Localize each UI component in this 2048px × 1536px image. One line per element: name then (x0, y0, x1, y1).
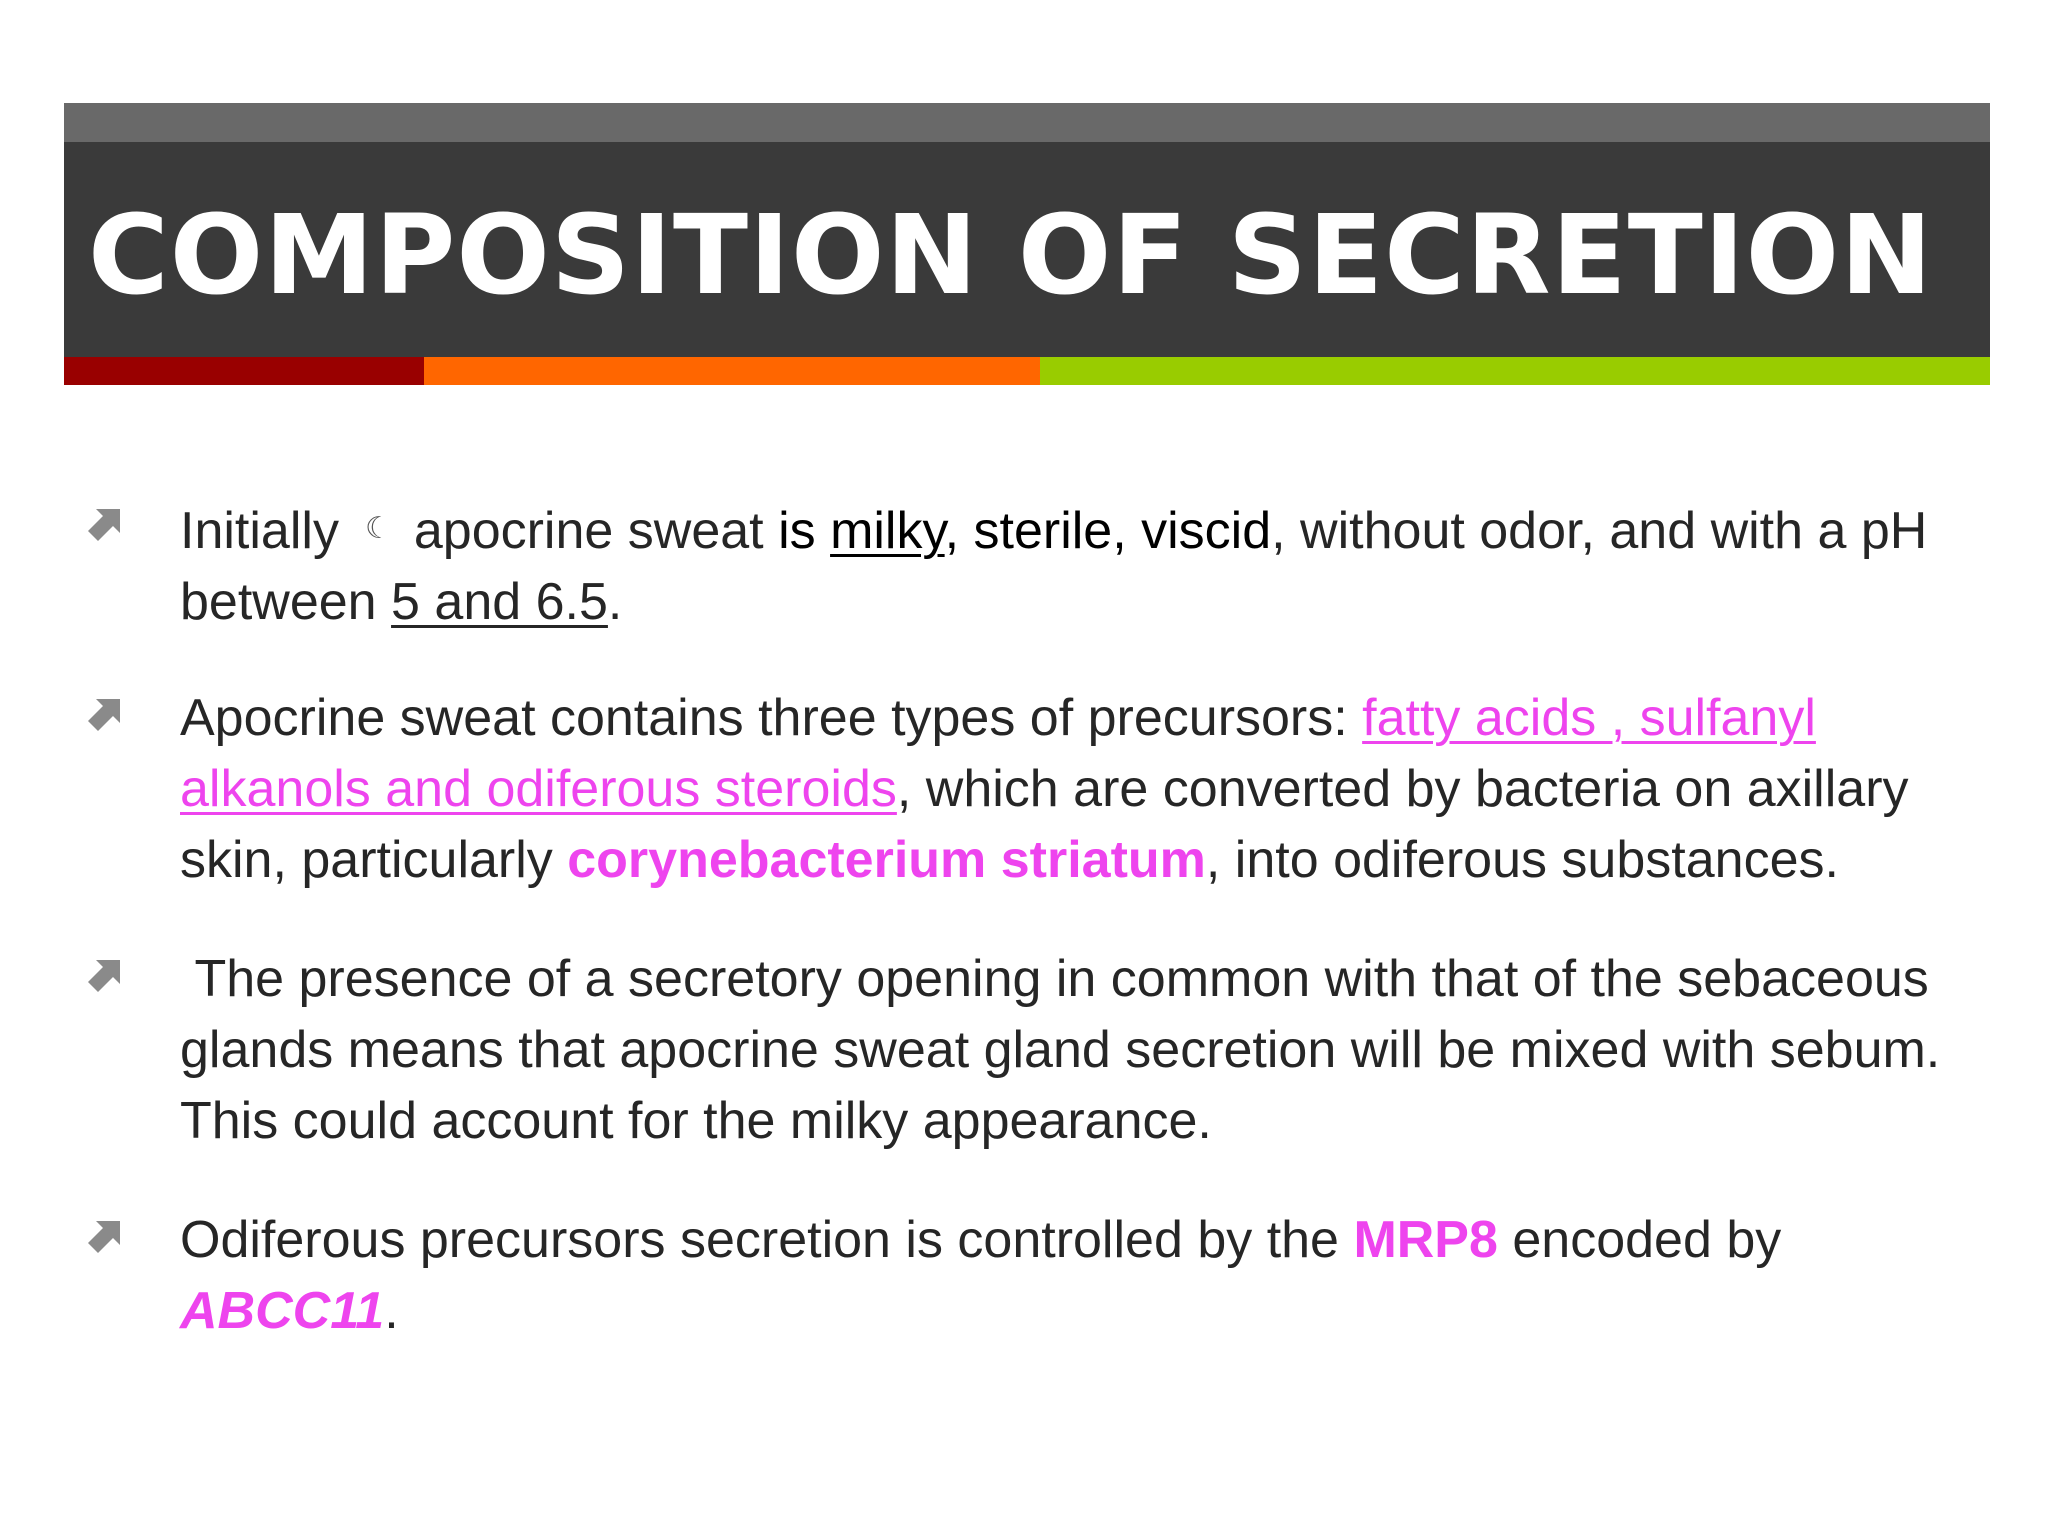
up-right-arrow-icon (88, 1217, 124, 1253)
text-run: milky (830, 502, 945, 560)
text-run: . (384, 1282, 399, 1340)
text-run: encoded by (1497, 1211, 1782, 1269)
moon-icon: ☾ (364, 512, 392, 545)
accent-bar-orange (424, 357, 1040, 385)
up-right-arrow-icon (88, 695, 124, 731)
text-run: Apocrine sweat contains three types of precursors: (180, 689, 1363, 747)
text-run: 5 and 6.5 (391, 573, 608, 631)
text-run: The presence of a secretory opening in common with that of the sebaceous glands means that apocrine sweat gland secretion will be mixed with sebum. This could account for the milky appearance. (180, 950, 1954, 1150)
text-run: MRP8 (1353, 1211, 1498, 1269)
header-top-band (64, 103, 1990, 142)
text-run: . (607, 573, 623, 631)
text-run: Odiferous precursors secretion is controlled by the (180, 1211, 1354, 1269)
text-run: Initially (180, 502, 339, 560)
text-run: is (778, 502, 831, 560)
text-run: , into odiferous substances. (1205, 831, 1839, 889)
text-run: , sterile, viscid (944, 502, 1272, 560)
precursors-link: fatty acids , sulfanyl alkanols and odiferous steroids (180, 689, 1816, 818)
text-run: ABCC11 (180, 1282, 385, 1340)
bullet-item-2 (180, 683, 1990, 896)
bullet-item-1 (180, 493, 1990, 638)
text-run: corynebacterium striatum (567, 831, 1206, 889)
text-run: apocrine sweat (413, 502, 779, 560)
accent-bar-red (64, 357, 424, 385)
bullet-item-4 (180, 1205, 1990, 1347)
text-run: , without odor, and with a pH between (180, 502, 1928, 631)
up-right-arrow-icon (88, 956, 124, 992)
slide-title: COMPOSITION OF SECRETION (88, 191, 1934, 319)
text-run: , which are converted by bacteria on axillary skin, particularly (180, 760, 1909, 889)
up-right-arrow-icon (88, 505, 124, 541)
bullet-item-3 (180, 944, 1990, 1157)
accent-bar-green (1040, 357, 1990, 385)
